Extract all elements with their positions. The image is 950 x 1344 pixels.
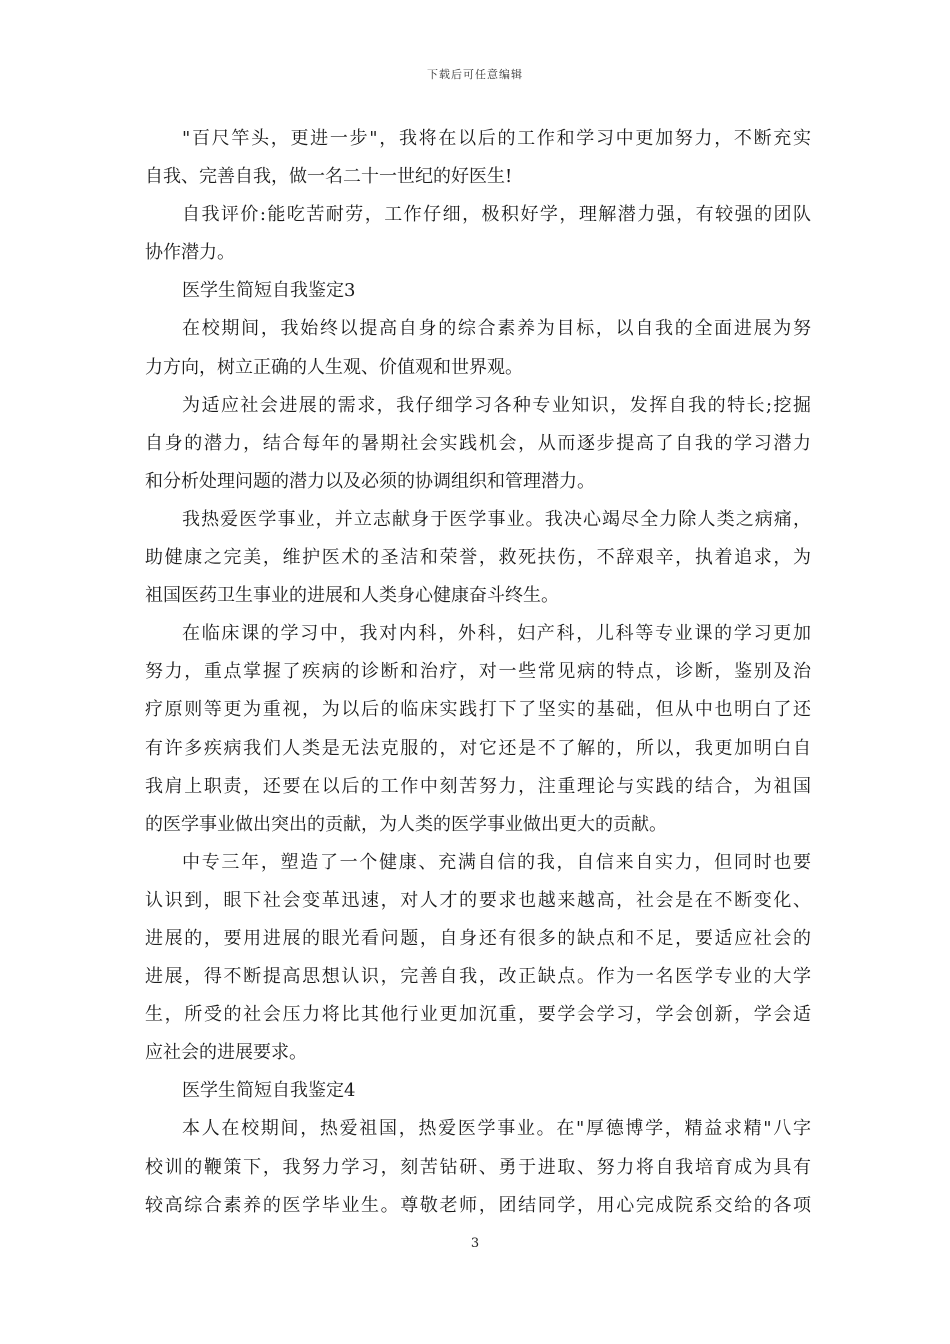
text-line: 医学生简短自我鉴定3 <box>182 280 356 302</box>
page-header: 下载后可任意编辑 <box>427 68 523 81</box>
text-line: 自我、完善自我，做一名二十一世纪的好医生! <box>145 166 513 188</box>
text-line: 校训的鞭策下，我努力学习，刻苦钻研、勇于进取、努力将自我培育成为具有 <box>145 1156 811 1178</box>
text-line: 进展的，要用进展的眼光看问题，自身还有很多的缺点和不足，要适应社会的 <box>145 927 811 949</box>
text-line: 医学生简短自我鉴定4 <box>182 1080 356 1102</box>
text-line: 中专三年，塑造了一个健康、充满自信的我，自信来自实力，但同时也要 <box>182 851 811 873</box>
text-line: 自身的潜力，结合每年的暑期社会实践机会，从而逐步提高了自我的学习潜力 <box>145 432 811 454</box>
text-line: 我肩上职责，还要在以后的工作中刻苦努力，注重理论与实践的结合，为祖国 <box>145 775 811 797</box>
text-line: 生，所受的社会压力将比其他行业更加沉重，要学会学习，学会创新，学会适 <box>145 1004 811 1026</box>
text-line: 祖国医药卫生事业的进展和人类身心健康奋斗终生。 <box>145 585 559 607</box>
text-line: 本人在校期间，热爱祖国，热爱医学事业。在"厚德博学，精益求精"八字 <box>182 1118 811 1140</box>
text-line: "百尺竿头，更进一步"，我将在以后的工作和学习中更加努力，不断充实 <box>182 128 811 149</box>
text-line: 在临床课的学习中，我对内科，外科，妇产科，儿科等专业课的学习更加 <box>182 623 811 645</box>
text-line: 进展，得不断提高思想认识，完善自我，改正缺点。作为一名医学专业的大学 <box>145 966 811 988</box>
text-line: 和分析处理问题的潜力以及必须的协调组织和管理潜力。 <box>145 470 595 492</box>
text-line: 助健康之完美，维护医术的圣洁和荣誉，救死扶伤，不辞艰辛，执着追求，为 <box>145 547 811 569</box>
text-line: 为适应社会进展的需求，我仔细学习各种专业知识，发挥自我的特长;挖掘 <box>182 394 811 416</box>
text-line: 较高综合素养的医学毕业生。尊敬老师，团结同学，用心完成院系交给的各项 <box>145 1194 811 1216</box>
text-line: 力方向，树立正确的人生观、价值观和世界观。 <box>145 356 523 378</box>
text-line: 我热爱医学事业，并立志献身于医学事业。我决心竭尽全力除人类之病痛， <box>182 508 811 530</box>
page-number: 3 <box>470 1236 480 1251</box>
text-line: 的医学事业做出突出的贡献，为人类的医学事业做出更大的贡献。 <box>145 813 667 835</box>
text-line: 有许多疾病我们人类是无法克服的，对它还是不了解的，所以，我更加明白自 <box>145 737 811 759</box>
text-line: 应社会的进展要求。 <box>145 1042 307 1064</box>
document-body <box>145 120 811 1225</box>
text-line: 努力，重点掌握了疾病的诊断和治疗，对一些常见病的特点，诊断，鉴别及治 <box>145 661 811 683</box>
text-line: 认识到，眼下社会变革迅速，对人才的要求也越来越高，社会是在不断变化、 <box>145 889 811 911</box>
text-line: 在校期间，我始终以提高自身的综合素养为目标，以自我的全面进展为努 <box>182 318 811 340</box>
text-line: 自我评价:能吃苦耐劳，工作仔细，极积好学，理解潜力强，有较强的团队 <box>182 204 811 226</box>
text-line: 疗原则等更为重视，为以后的临床实践打下了坚实的基础，但从中也明白了还 <box>145 699 811 721</box>
text-line: 协作潜力。 <box>145 242 235 264</box>
